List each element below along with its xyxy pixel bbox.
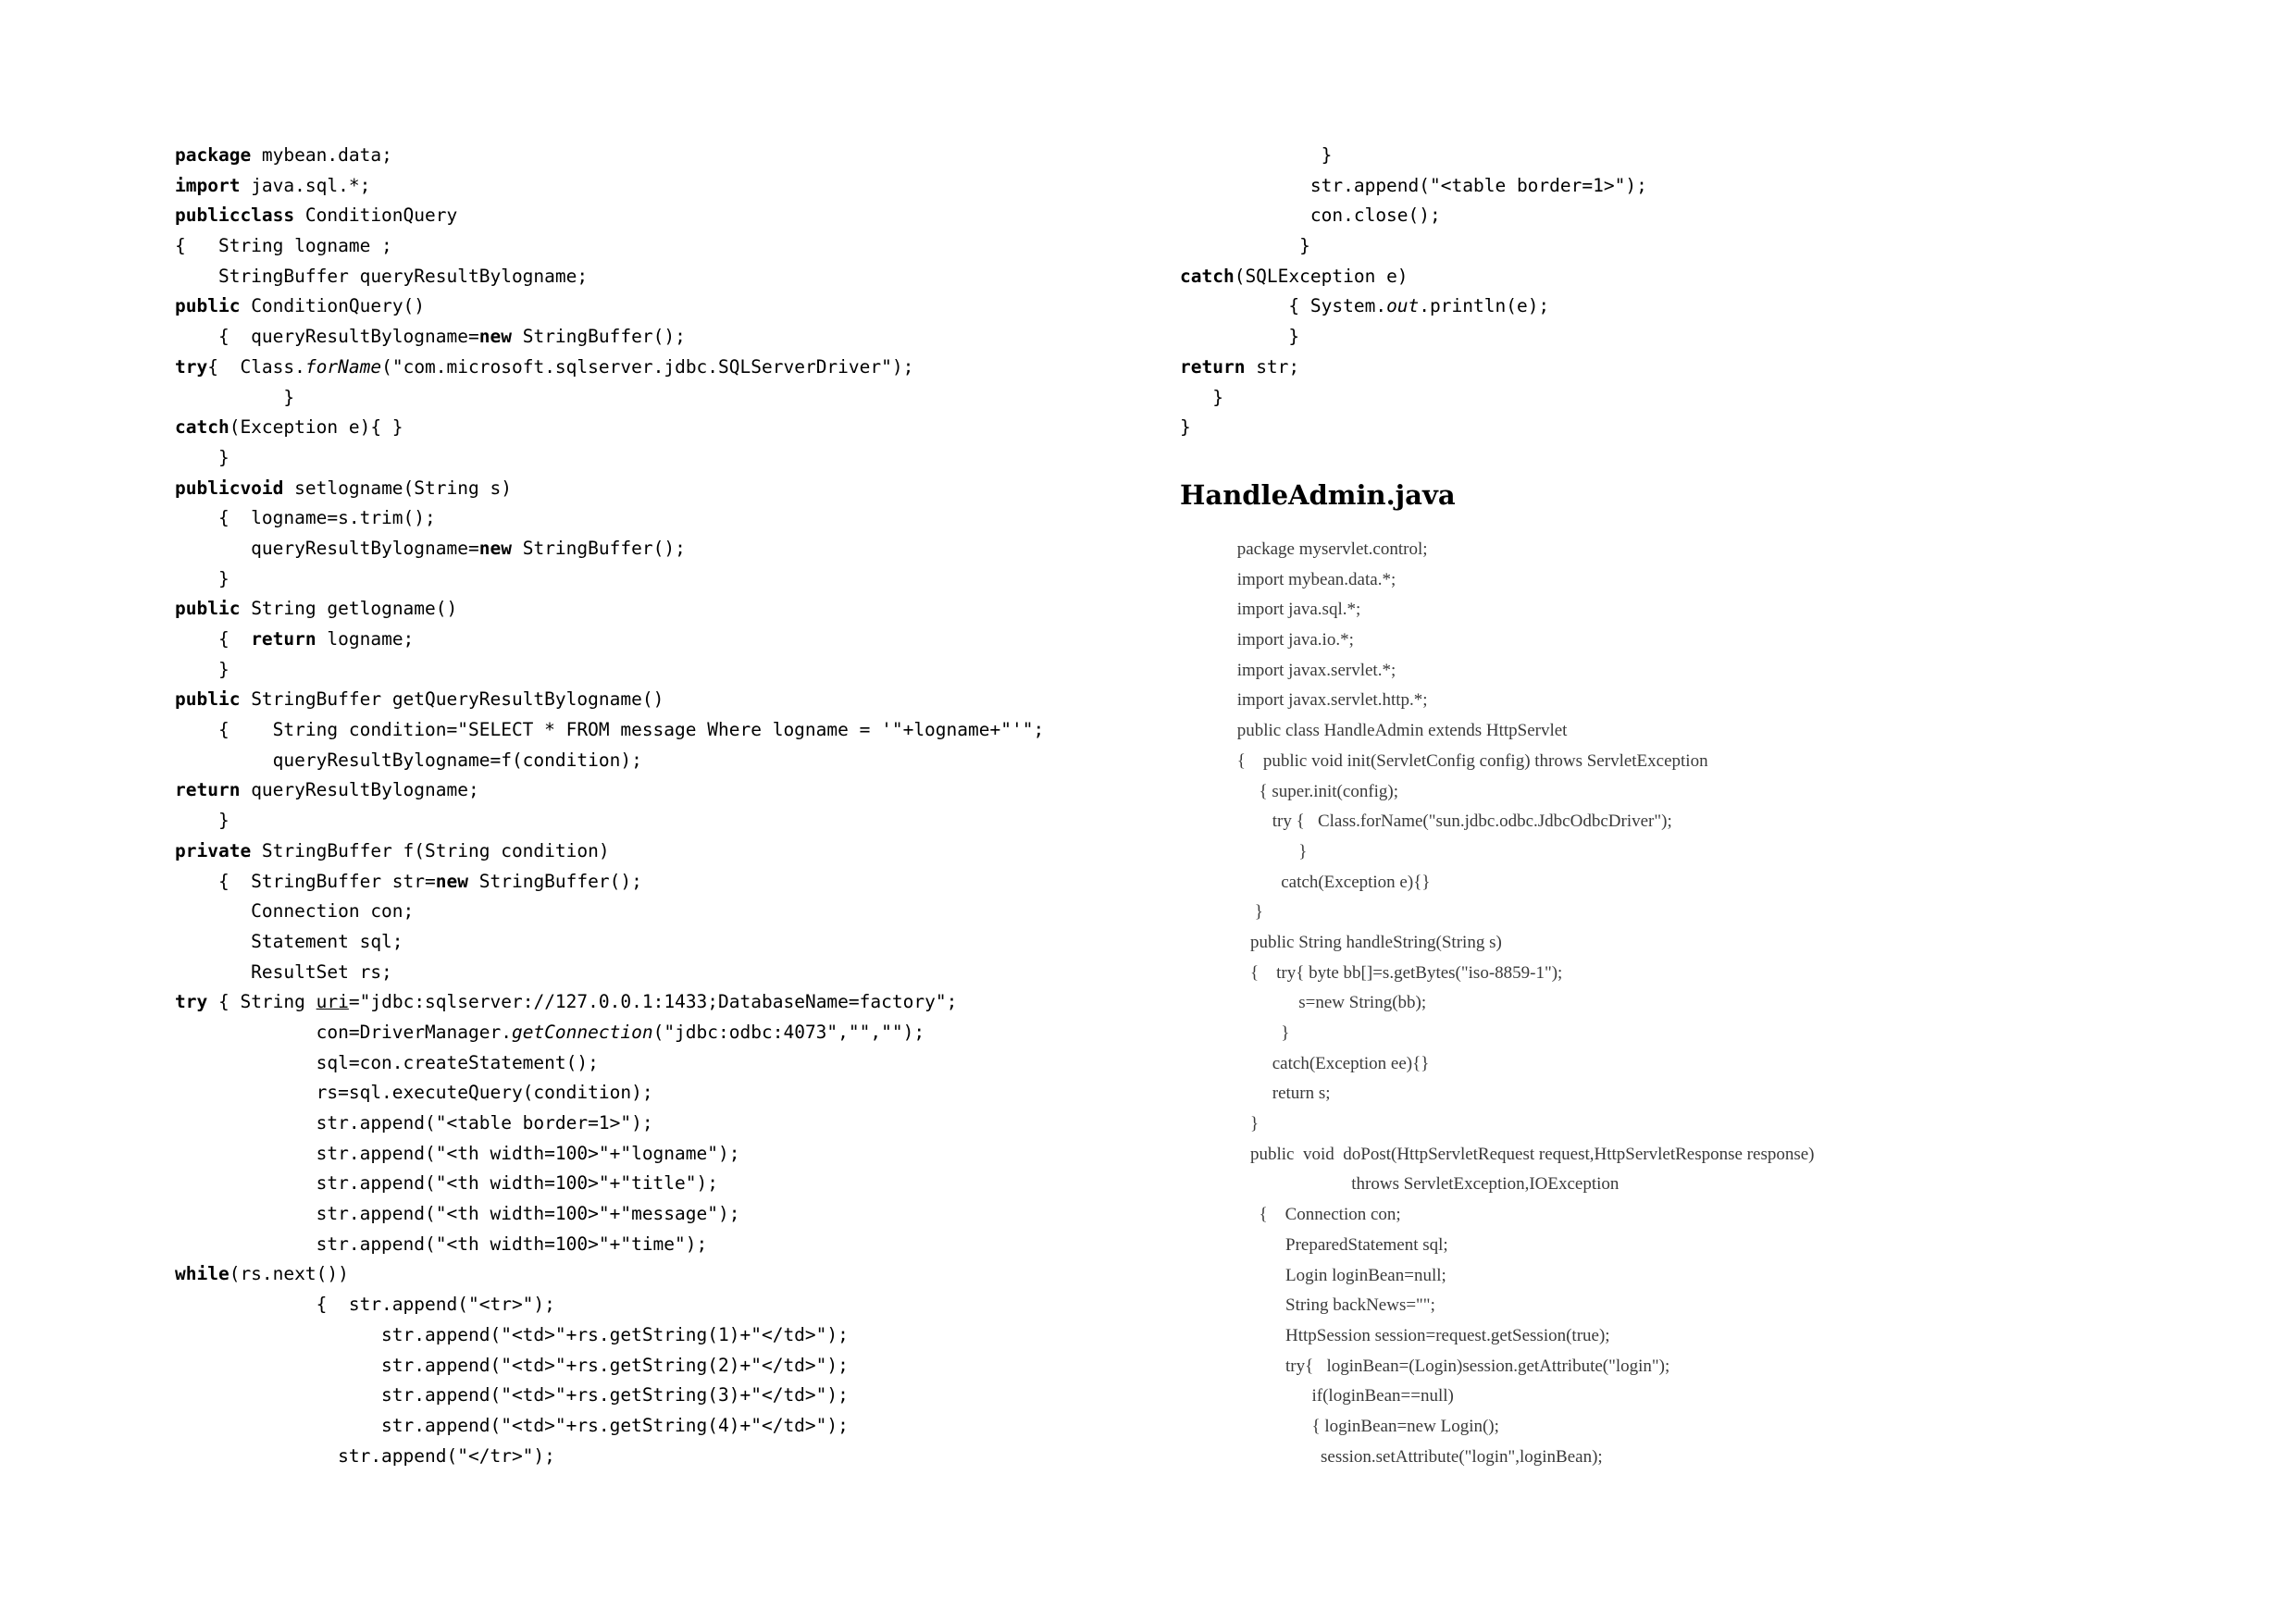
- code-line: [1180, 141, 1647, 171]
- code-text: { Class.: [207, 355, 305, 378]
- code-text: if(loginBean==null): [1180, 1386, 1454, 1406]
- code-text: { String logname ;: [175, 235, 392, 257]
- code-text: throws ServletException,IOException: [1180, 1174, 1620, 1195]
- code-text: str.append("<table border=1>");: [1180, 174, 1647, 196]
- code-line: [1180, 1019, 1815, 1049]
- code-line: [175, 867, 1044, 898]
- code-line: [175, 474, 1044, 504]
- code-line: [1180, 686, 1815, 716]
- code-block-condition-query-end: [1180, 141, 1647, 443]
- code-keyword: return: [1180, 355, 1246, 378]
- code-text: {: [175, 628, 252, 650]
- code-line: [175, 625, 1044, 655]
- code-keyword: public: [175, 688, 241, 711]
- code-text: StringBuffer getQueryResultBylogname(): [240, 688, 664, 711]
- code-line: [175, 262, 1044, 292]
- code-line: [1180, 1109, 1815, 1140]
- code-text: import mybean.data.*;: [1180, 569, 1396, 589]
- code-line: [1180, 1412, 1815, 1443]
- code-line: [175, 1109, 1044, 1139]
- code-text: import java.sql.*;: [1180, 600, 1361, 620]
- code-text: }: [1180, 386, 1223, 408]
- code-line: [175, 564, 1044, 595]
- code-text: public void doPost(HttpServletRequest request,HttpServletResponse response): [1180, 1144, 1815, 1164]
- code-text: ("jdbc:odbc:4073","","");: [652, 1021, 925, 1043]
- code-text: }: [1180, 1023, 1290, 1043]
- code-text: Statement sql;: [175, 930, 403, 952]
- code-text: PreparedStatement sql;: [1180, 1234, 1448, 1255]
- code-text: import java.io.*;: [1180, 630, 1354, 650]
- code-text: { loginBean=new Login();: [1180, 1416, 1499, 1436]
- code-text: (SQLException e): [1234, 265, 1409, 287]
- code-line: [175, 534, 1044, 564]
- code-text: { StringBuffer str=: [175, 870, 436, 892]
- code-text: str.append("</tr>");: [175, 1444, 555, 1467]
- code-text: try { Class.forName("sun.jdbc.odbc.JdbcOdbcDriver");: [1180, 812, 1672, 832]
- code-line: [175, 775, 1044, 806]
- code-line: [175, 836, 1044, 867]
- code-text: mybean.data;: [251, 144, 392, 166]
- code-text: StringBuffer();: [511, 326, 686, 348]
- code-line: [1180, 1140, 1815, 1171]
- code-line: [175, 353, 1044, 383]
- code-line: [175, 413, 1044, 443]
- code-text: { public void init(ServletConfig config) throws ServletException: [1180, 750, 1708, 771]
- code-line: [1180, 1291, 1815, 1321]
- code-line: [1180, 959, 1815, 989]
- code-text: try{ loginBean=(Login)session.getAttribute("login");: [1180, 1356, 1670, 1376]
- code-line: [1180, 353, 1647, 383]
- code-text: }: [1180, 1114, 1260, 1134]
- code-text: }: [1180, 902, 1263, 923]
- code-line: [175, 897, 1044, 927]
- code-line: [175, 443, 1044, 474]
- code-text: con=DriverManager.: [175, 1021, 512, 1043]
- code-line: [1180, 837, 1815, 868]
- code-line: [1180, 535, 1815, 565]
- code-text: }: [175, 658, 230, 680]
- code-keyword: catch: [175, 416, 230, 439]
- code-line: [1180, 595, 1815, 626]
- code-line: [175, 1139, 1044, 1170]
- code-text: setlogname(String s): [283, 477, 512, 499]
- code-line: [1180, 777, 1815, 808]
- file-heading: HandleAdmin.java: [1180, 479, 1456, 511]
- code-keyword: return: [175, 779, 241, 801]
- code-text: }: [1180, 416, 1191, 439]
- code-line: [175, 1320, 1044, 1351]
- code-keyword: publicclass: [175, 204, 295, 227]
- code-line: [175, 231, 1044, 262]
- code-line: [175, 1442, 1044, 1472]
- code-line: [1180, 1049, 1815, 1080]
- code-line: [175, 927, 1044, 958]
- code-text: }: [1180, 144, 1333, 166]
- code-text: logname;: [316, 628, 415, 650]
- code-text: str.append("<td>"+rs.getString(4)+"</td>");: [175, 1414, 849, 1436]
- code-line: [175, 1199, 1044, 1230]
- code-text: java.sql.*;: [240, 174, 371, 196]
- code-line: [1180, 171, 1647, 202]
- code-text: str.append("<td>"+rs.getString(3)+"</td>");: [175, 1384, 849, 1406]
- code-text: queryResultBylogname=f(condition);: [175, 749, 642, 771]
- code-text: { queryResultBylogname=: [175, 326, 479, 348]
- code-line: [175, 958, 1044, 988]
- code-text: str;: [1245, 355, 1300, 378]
- code-line: [175, 322, 1044, 353]
- code-line: [1180, 1352, 1815, 1382]
- code-text: import javax.servlet.*;: [1180, 660, 1396, 680]
- code-keyword: try: [175, 355, 208, 378]
- code-text: { try{ byte bb[]=s.getBytes("iso-8859-1");: [1180, 962, 1563, 983]
- code-text: { String: [207, 991, 316, 1013]
- code-line: [1180, 656, 1815, 687]
- code-line: [175, 1259, 1044, 1290]
- code-text: }: [1180, 326, 1300, 348]
- code-text: queryResultBylogname;: [240, 779, 479, 801]
- code-text: package myservlet.control;: [1180, 539, 1428, 559]
- code-keyword: try: [175, 991, 208, 1013]
- code-keyword: new: [478, 326, 512, 348]
- code-line: [1180, 231, 1647, 262]
- code-line: [175, 171, 1044, 202]
- code-line: [1180, 928, 1815, 959]
- code-line: [175, 655, 1044, 686]
- code-line: [175, 594, 1044, 625]
- code-text: { System.: [1180, 295, 1387, 317]
- code-text: (Exception e){ }: [229, 416, 403, 439]
- code-text: String backNews="";: [1180, 1295, 1435, 1316]
- code-line: [1180, 1200, 1815, 1231]
- code-line: [175, 1048, 1044, 1079]
- code-keyword: private: [175, 839, 252, 861]
- code-block-condition-query: [175, 141, 1044, 1471]
- code-keyword: public: [175, 598, 241, 620]
- code-text: Connection con;: [175, 900, 415, 923]
- code-text: con.close();: [1180, 204, 1441, 227]
- code-line: [175, 291, 1044, 322]
- code-keyword: package: [175, 144, 252, 166]
- code-keyword: publicvoid: [175, 477, 284, 499]
- code-text: out: [1386, 295, 1420, 317]
- code-text: session.setAttribute("login",loginBean);: [1180, 1446, 1603, 1467]
- code-text: Login loginBean=null;: [1180, 1265, 1446, 1285]
- code-line: [1180, 988, 1815, 1019]
- code-line: [175, 715, 1044, 746]
- code-keyword: return: [251, 628, 316, 650]
- code-line: [175, 141, 1044, 171]
- code-line: [1180, 807, 1815, 837]
- code-keyword: catch: [1180, 265, 1235, 287]
- code-text: str.append("<table border=1>");: [175, 1112, 653, 1134]
- code-line: [175, 503, 1044, 534]
- code-line: [1180, 1443, 1815, 1473]
- code-text: str.append("<td>"+rs.getString(1)+"</td>");: [175, 1323, 849, 1345]
- code-line: [175, 1351, 1044, 1381]
- code-text: StringBuffer();: [468, 870, 642, 892]
- code-keyword: while: [175, 1263, 230, 1285]
- code-line: [175, 1381, 1044, 1411]
- code-line: [1180, 1231, 1815, 1261]
- code-text: catch(Exception ee){}: [1180, 1053, 1430, 1073]
- code-keyword: new: [478, 537, 512, 559]
- code-text: public class HandleAdmin extends HttpServlet: [1180, 721, 1568, 741]
- code-text: ConditionQuery: [294, 204, 458, 227]
- code-line: [1180, 291, 1647, 322]
- code-block-handle-admin: [1180, 535, 1815, 1472]
- code-text: return s;: [1180, 1084, 1331, 1104]
- code-line: [175, 201, 1044, 231]
- code-text: queryResultBylogname=: [175, 537, 479, 559]
- code-keyword: new: [435, 870, 468, 892]
- code-text: StringBuffer queryResultBylogname;: [175, 265, 589, 287]
- code-keyword: public: [175, 295, 241, 317]
- code-text: String getlogname(): [240, 598, 458, 620]
- code-text: }: [1180, 841, 1308, 861]
- code-text: sql=con.createStatement();: [175, 1051, 599, 1073]
- code-text: }: [175, 446, 230, 468]
- code-line: [175, 383, 1044, 414]
- code-text: }: [175, 567, 230, 589]
- code-text: catch(Exception e){}: [1180, 872, 1431, 892]
- code-text: { Connection con;: [1180, 1205, 1401, 1225]
- code-line: [175, 1169, 1044, 1199]
- code-line: [175, 685, 1044, 715]
- code-line: [175, 1230, 1044, 1260]
- code-line: [1180, 322, 1647, 353]
- code-text: str.append("<td>"+rs.getString(2)+"</td>");: [175, 1354, 849, 1376]
- code-line: [1180, 413, 1647, 443]
- code-text: StringBuffer f(String condition): [251, 839, 610, 861]
- code-line: [1180, 626, 1815, 656]
- code-text: str.append("<th width=100>"+"title");: [175, 1172, 718, 1195]
- code-text: HttpSession session=request.getSession(true);: [1180, 1325, 1610, 1345]
- code-text: { String condition="SELECT * FROM message Where logname = '"+logname+"'";: [175, 719, 1045, 741]
- code-text: .println(e);: [1419, 295, 1550, 317]
- code-text: uri: [316, 991, 349, 1013]
- code-line: [1180, 565, 1815, 596]
- code-line: [175, 1411, 1044, 1442]
- code-text: str.append("<th width=100>"+"message");: [175, 1203, 740, 1225]
- code-text: StringBuffer();: [511, 537, 686, 559]
- code-line: [1180, 898, 1815, 928]
- code-text: { str.append("<tr>");: [175, 1294, 555, 1316]
- code-text: }: [175, 810, 230, 832]
- code-line: [1180, 262, 1647, 292]
- code-text: ("com.microsoft.sqlserver.jdbc.SQLServerDriver");: [381, 355, 914, 378]
- code-line: [1180, 716, 1815, 747]
- code-text: rs=sql.executeQuery(condition);: [175, 1082, 653, 1104]
- code-text: ="jdbc:sqlserver://127.0.0.1:1433;DatabaseName=factory";: [348, 991, 958, 1013]
- code-text: }: [175, 386, 295, 408]
- code-line: [1180, 1170, 1815, 1200]
- code-line: [1180, 1321, 1815, 1352]
- code-text: (rs.next()): [229, 1263, 349, 1285]
- code-line: [1180, 1381, 1815, 1412]
- code-line: [1180, 747, 1815, 777]
- code-line: [175, 1078, 1044, 1109]
- code-line: [1180, 201, 1647, 231]
- code-text: getConnection: [511, 1021, 653, 1043]
- code-line: [1180, 1261, 1815, 1292]
- code-text: str.append("<th width=100>"+"time");: [175, 1233, 708, 1255]
- code-line: [1180, 1079, 1815, 1109]
- code-text: public String handleString(String s): [1180, 932, 1502, 952]
- code-text: forName: [304, 355, 382, 378]
- code-line: [175, 1018, 1044, 1048]
- code-line: [1180, 868, 1815, 898]
- code-text: { logname=s.trim();: [175, 507, 436, 529]
- code-line: [175, 987, 1044, 1018]
- code-text: s=new String(bb);: [1180, 993, 1427, 1013]
- code-text: import javax.servlet.http.*;: [1180, 690, 1428, 711]
- code-line: [175, 1290, 1044, 1320]
- code-text: { super.init(config);: [1180, 781, 1399, 801]
- code-keyword: import: [175, 174, 241, 196]
- code-line: [1180, 383, 1647, 414]
- code-line: [175, 746, 1044, 776]
- code-text: ResultSet rs;: [175, 960, 392, 983]
- code-text: }: [1180, 235, 1310, 257]
- code-text: ConditionQuery(): [240, 295, 426, 317]
- code-text: str.append("<th width=100>"+"logname");: [175, 1142, 740, 1164]
- code-line: [175, 806, 1044, 836]
